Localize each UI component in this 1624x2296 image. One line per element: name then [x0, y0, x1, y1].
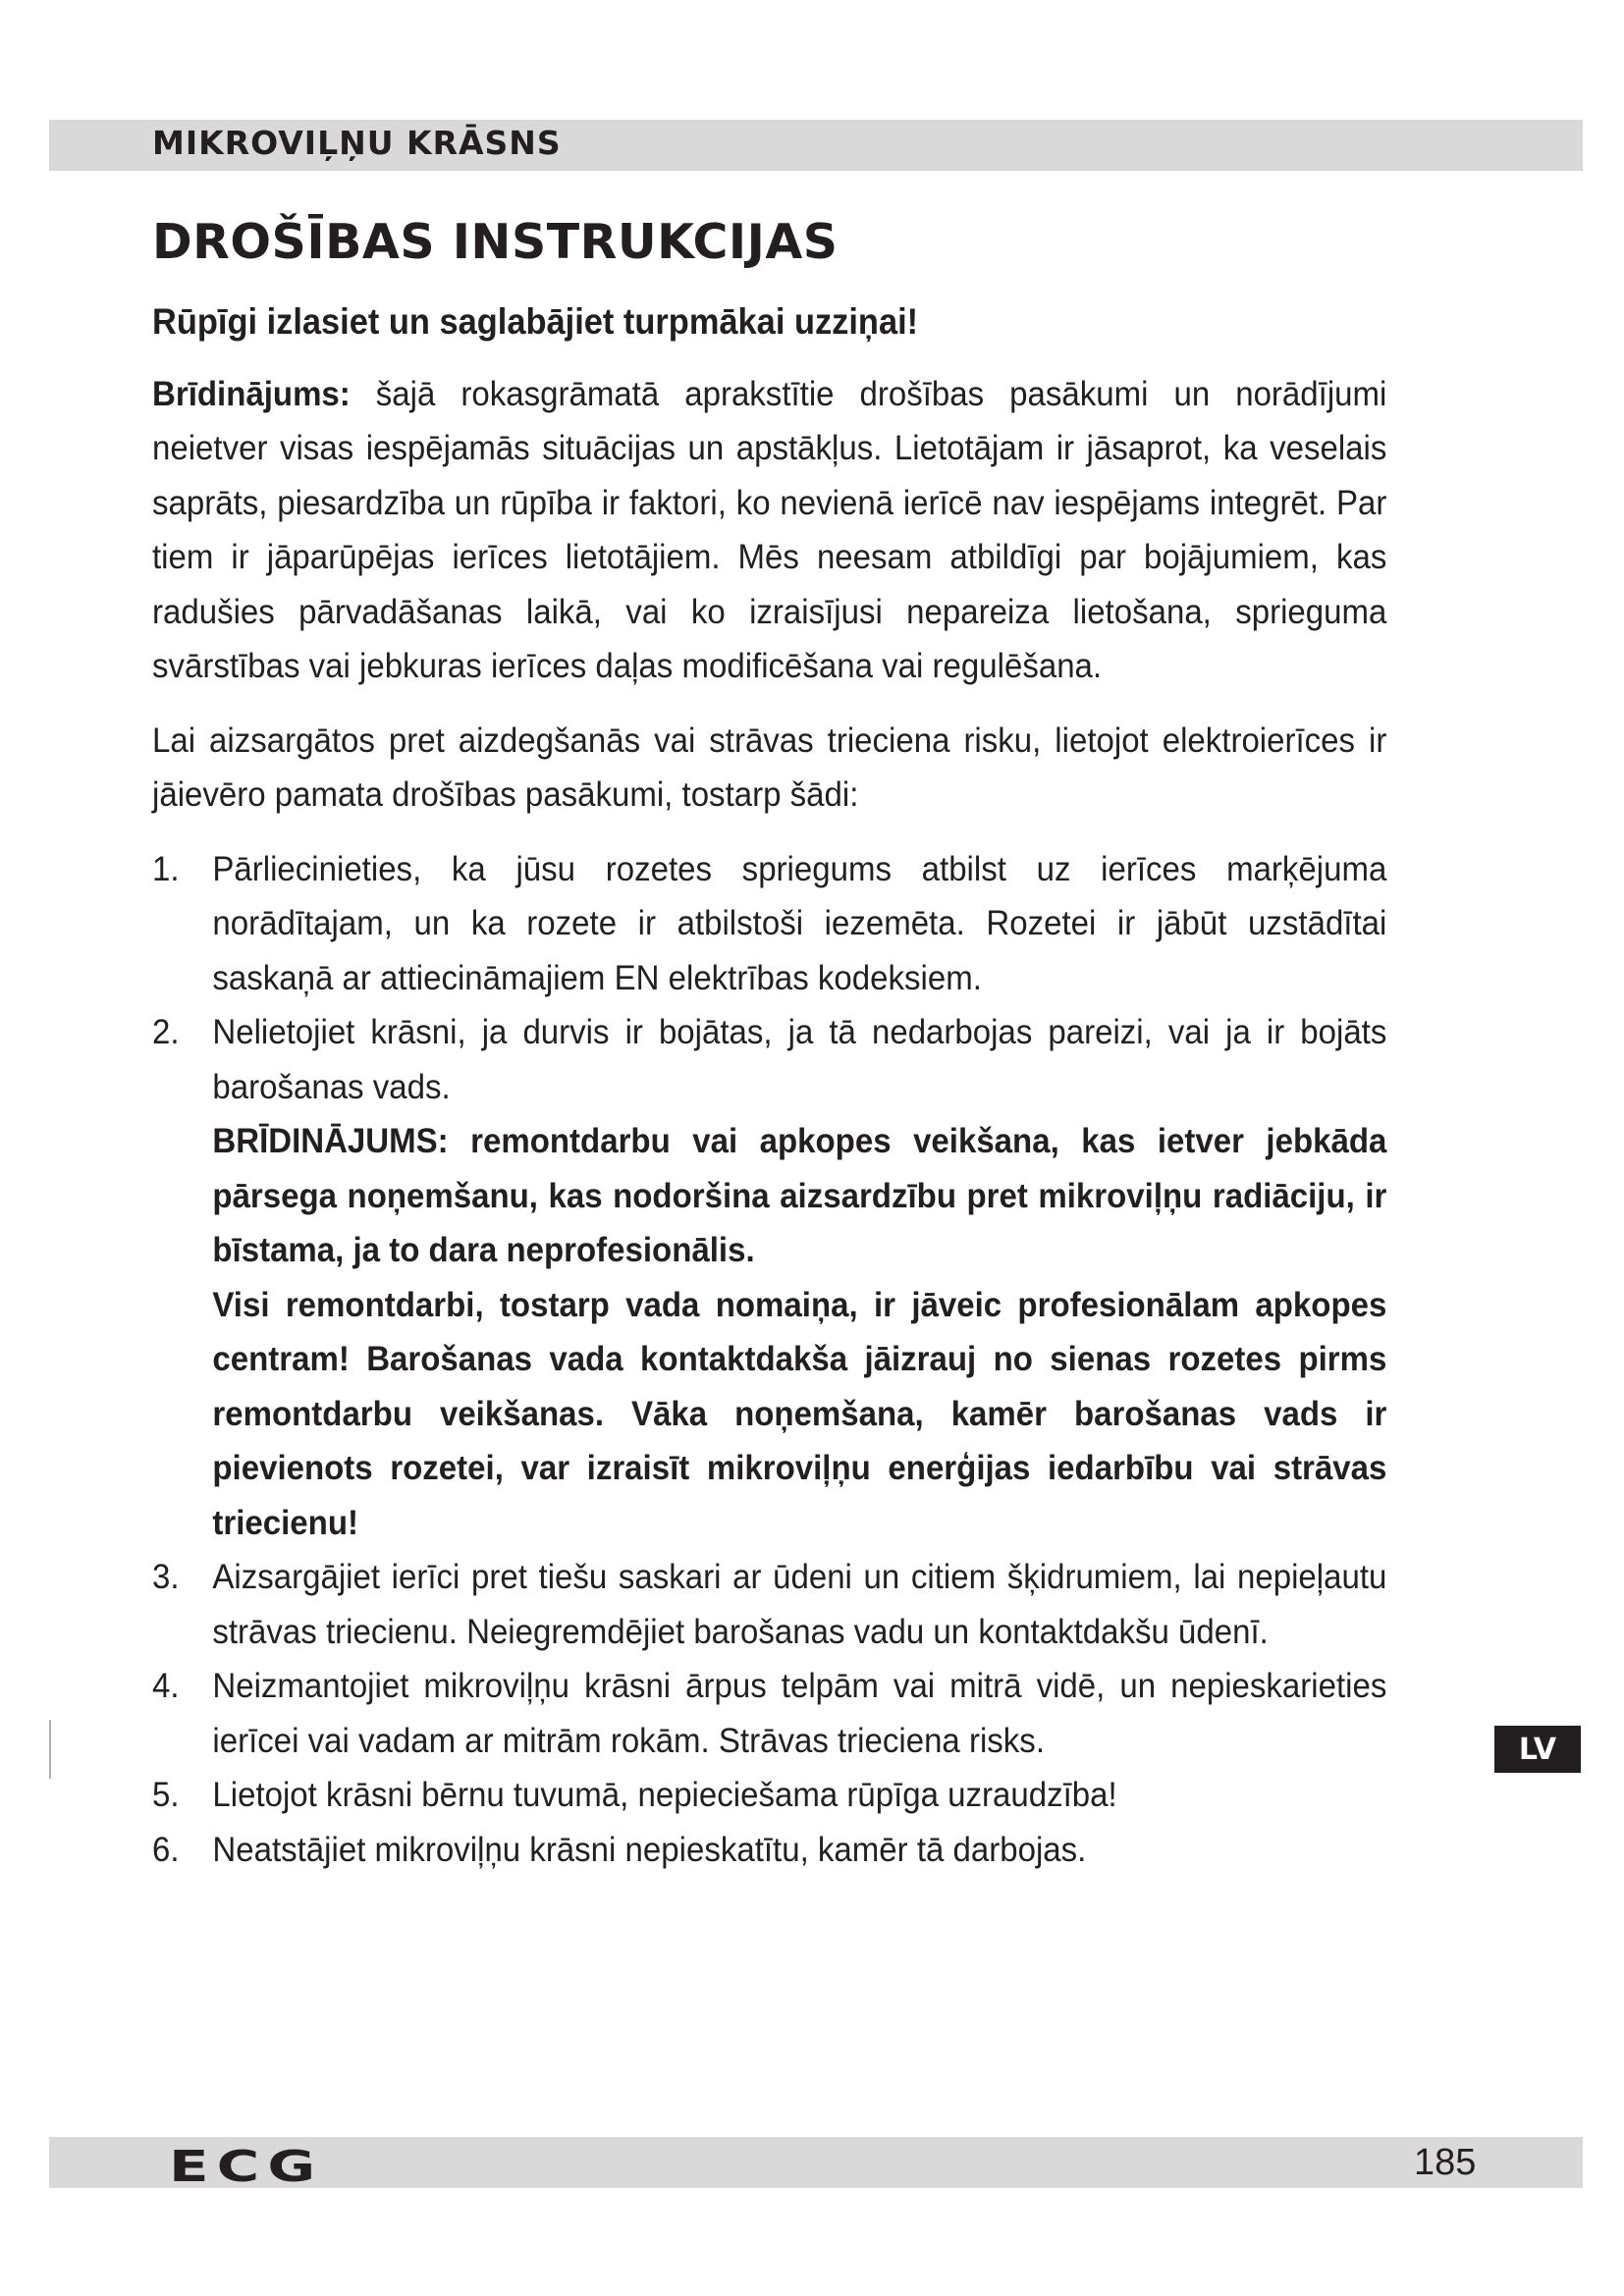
warning-lead: Brīdinājums:	[152, 373, 351, 413]
language-tab: LV	[1494, 1726, 1581, 1773]
list-item-text: Lietojot krāsni bērnu tuvumā, nepieciešama rūpīga uzraudzība!	[212, 1775, 1117, 1814]
list-number: 1.	[152, 848, 180, 888]
list-item-text: Nelietojiet krāsni, ja durvis ir bojātas, ja tā nedarbojas pareizi, vai ja ir bojāts barošanas vads.	[212, 1012, 1387, 1106]
list-item	[152, 1005, 1386, 1550]
list-number: 6.	[152, 1829, 180, 1869]
list-item	[152, 1768, 1386, 1823]
section-title: MIKROVIĻŅU KRĀSNS	[152, 124, 562, 162]
list-number: 5.	[152, 1775, 180, 1814]
list-item-text: Neatstājiet mikroviļņu krāsni nepieskatītu, kamēr tā darbojas.	[212, 1829, 1087, 1869]
list-item	[152, 842, 1386, 1006]
page-number: 185	[1414, 2142, 1477, 2183]
repair-warning: BRĪDINĀJUMS: remontdarbu vai apkopes veikšana, kas ietver jebkāda pārsega noņemšanu, kas nodoršina aizsardzību pret mikroviļņu radiāciju, ir bīstama, ja to dara neprofesionālis.	[212, 1121, 1387, 1269]
list-item	[152, 1823, 1386, 1878]
list-number: 3.	[152, 1557, 180, 1596]
warning-intro-paragraph	[152, 367, 1386, 694]
intro-paragraph: Lai aizsargātos pret aizdegšanās vai strāvas trieciena risku, lietojot elektroierīces ir jāievēro pamata drošības pasākumi, tostarp šādi:	[152, 720, 1387, 814]
list-item-text: Aizsargājiet ierīci pret tiešu saskari ar ūdeni un citiem šķidrumiem, lai nepieļautu strāvas triecienu. Neiegremdējiet barošanas vadu un kontaktdakšu ūdenī.	[212, 1557, 1387, 1651]
brand-logo: ECG	[169, 2142, 324, 2192]
content	[152, 294, 1386, 1877]
subtitle: Rūpīgi izlasiet un saglabājiet turpmākai uzziņai!	[152, 301, 919, 342]
warning-intro-text: šajā rokasgrāmatā aprakstītie drošības pasākumi un norādījumi neietver visas iespējamās situācijas un apstākļus. Lietotājam ir jāsaprot, ka veselais saprāts, piesardzība un rūpība ir faktori, ko nevienā ierīcē nav iespējams integrēt. Par tiem ir jāparūpējas ierīces lietotājiem. Mēs neesam atbildīgi par bojājumiem, kas radušies pārvadāšanas laikā, vai ko izraisījusi nepareiza lietošana, sprieguma svārstības vai jebkuras ierīces daļas modificēšana vai regulēšana.	[152, 373, 1387, 685]
list-item	[152, 1550, 1386, 1659]
page-title: DROŠĪBAS INSTRUKCIJAS	[152, 214, 839, 270]
list-item	[152, 1659, 1386, 1768]
list-number: 4.	[152, 1666, 180, 1705]
list-item-text: Neizmantojiet mikroviļņu krāsni ārpus telpām vai mitrā vidē, un nepieskarieties ierīcei vai vadam ar mitrām rokām. Strāvas trieciena risks.	[212, 1666, 1387, 1760]
repair-instructions: Visi remontdarbi, tostarp vada nomaiņa, ir jāveic profesionālam apkopes centram! Barošanas vada kontaktdakša jāizrauj no sienas rozetes pirms remontdarbu veikšanas. Vāka noņemšana, kamēr barošanas vads ir pievienots rozetei, var izraisīt mikroviļņu enerģijas iedarbību vai strāvas triecienu!	[212, 1284, 1387, 1542]
rules-list	[152, 842, 1386, 1878]
margin-mark	[49, 1720, 51, 1779]
list-number: 2.	[152, 1012, 180, 1051]
list-item-text: Pārliecinieties, ka jūsu rozetes spriegums atbilst uz ierīces marķējuma norādītajam, un ka rozete ir atbilstoši iezemēta. Rozetei ir jābūt uzstādītai saskaņā ar attiecināmajiem EN elektrības kodeksiem.	[212, 848, 1387, 997]
